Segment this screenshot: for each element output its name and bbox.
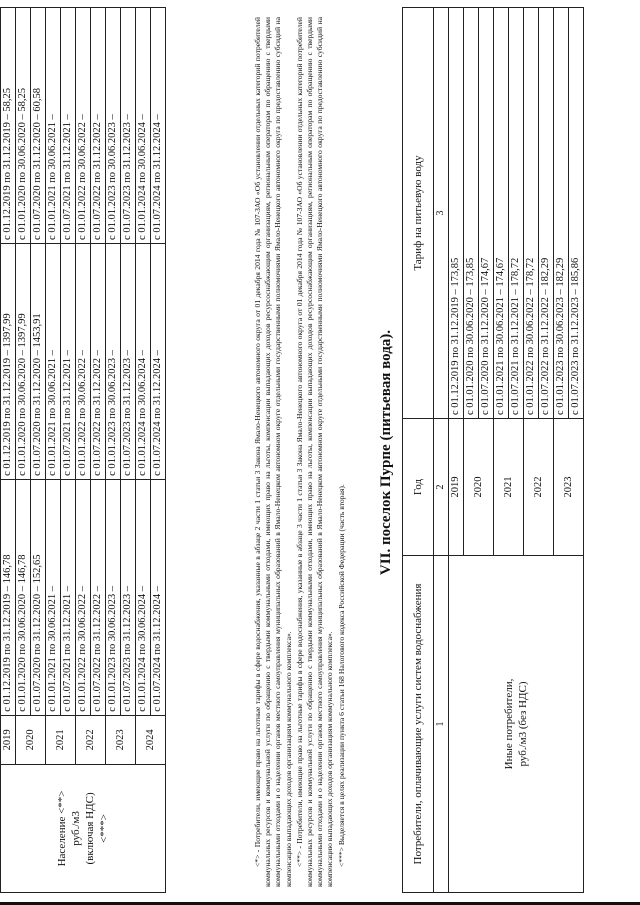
- consumers-header: Потребители, оплачивающие услуги систем водоснабжения: [403, 556, 434, 893]
- category-line: (включая НДС): [84, 792, 96, 865]
- tariff-cell: с 01.07.2020 по 31.12.2020 – 60,58: [31, 8, 46, 244]
- tariff-cell: с 01.07.2022 по 31.12.2022 –: [91, 243, 106, 479]
- footnotes: [253, 17, 347, 887]
- tariff-cell: с 01.07.2021 по 31.12.2021 –: [61, 8, 76, 244]
- table-row: [136, 8, 151, 893]
- tariff-cell: с 01.12.2019 по 31.12.2019 – 173,85: [449, 8, 464, 419]
- footnote: <*> - Потребители, имеющие право на льготные тарифы в сфере водоснабжения, указанные в абзаце 2 части 1 статьи 3 Закона Ямало-Ненецкого автономного округа от 01 декабря 2014 года № 107-ЗАО «Об установлении отдельных категорий потребителей коммунальных ресурсов и коммунальной услуги по обращению с твердыми коммунальными отходами, имеющих право на льготы, компенсации выпадающих доходов ресурсоснабжающим организациям, региональным операторам по обращению с твердыми коммунальными отходами и о наделении органов местного самоуправления муниципальных образований в Ямало-Ненецком автономном округе отдельными государственными полномочиями Ямало-Ненецкого автономного округа по предоставлению субсидий на компенсацию выпадающих доходов организациям коммунального комплекса».: [253, 17, 293, 887]
- population-tariff-table: [0, 7, 166, 893]
- tariff-cell: с 01.01.2023 по 30.06.2023 –: [106, 479, 121, 715]
- tariff-cell: с 01.12.2019 по 31.12.2019 – 58,25: [1, 8, 16, 244]
- tariff-cell: с 01.07.2021 по 31.12.2021 –: [61, 479, 76, 715]
- tariff-cell: с 01.01.2022 по 30.06.2022 – 178,72: [524, 8, 539, 419]
- tariff-cell: с 01.01.2020 по 30.06.2020 – 1397,99: [16, 243, 31, 479]
- table-row: [16, 8, 31, 893]
- tariff-cell: с 01.07.2023 по 31.12.2023 –: [121, 243, 136, 479]
- tariff-cell: с 01.01.2023 по 30.06.2023 – 182,29: [554, 8, 569, 419]
- tariff-cell: с 01.01.2021 по 30.06.2021 – 174,67: [494, 8, 509, 419]
- tariff-cell: с 01.07.2021 по 31.12.2021 – 178,72: [509, 8, 524, 419]
- year-cell: 2023: [106, 715, 136, 764]
- year-cell: 2020: [16, 715, 46, 764]
- tariff-cell: с 01.01.2024 по 30.06.2024 –: [136, 8, 151, 244]
- tariff-cell: с 01.01.2020 по 30.06.2020 – 173,85: [464, 8, 479, 419]
- year-cell: 2019: [449, 419, 464, 556]
- table-row: [46, 8, 61, 893]
- column-number-row: [434, 8, 449, 893]
- year-cell: 2021: [494, 419, 524, 556]
- tariff-cell: с 01.01.2022 по 30.06.2022 –: [76, 8, 91, 244]
- table-row: [76, 8, 91, 893]
- tariff-cell: с 01.01.2021 по 30.06.2021 –: [46, 8, 61, 244]
- year-header: Год: [403, 419, 434, 556]
- category-line: руб./м3: [70, 811, 82, 846]
- tariff-cell: с 01.07.2020 по 31.12.2020 – 152,65: [31, 479, 46, 715]
- column-number: 3: [434, 8, 449, 419]
- tariff-cell: с 01.07.2023 по 31.12.2023 –: [121, 479, 136, 715]
- tariff-cell: с 01.01.2022 по 30.06.2022 –: [76, 243, 91, 479]
- year-cell: 2019: [1, 715, 16, 764]
- section-title: VII. поселок Пурпе (питьевая вода).: [378, 329, 394, 576]
- tariff-cell: с 01.01.2020 по 30.06.2020 – 58,25: [16, 8, 31, 244]
- tariff-cell: с 01.07.2023 по 31.12.2023 –: [121, 8, 136, 244]
- tariff-cell: с 01.07.2024 по 31.12.2024 –: [151, 243, 166, 479]
- population-category-cell: [1, 764, 166, 892]
- tariff-cell: с 01.07.2021 по 31.12.2021 –: [61, 243, 76, 479]
- year-cell: 2024: [136, 715, 166, 764]
- tariff-cell: с 01.01.2021 по 30.06.2021 –: [46, 479, 61, 715]
- column-number: 2: [434, 419, 449, 556]
- tariff-cell: с 01.07.2022 по 31.12.2022 – 182,29: [539, 8, 554, 419]
- table-row: [1, 8, 16, 893]
- tariff-cell: с 01.01.2021 по 30.06.2021 –: [46, 243, 61, 479]
- tariff-cell: с 01.07.2024 по 31.12.2024 –: [151, 8, 166, 244]
- column-number: 1: [434, 556, 449, 893]
- tariff-cell: с 01.12.2019 по 31.12.2019 – 1397,99: [1, 243, 16, 479]
- tariff-cell: с 01.01.2023 по 30.06.2023 –: [106, 243, 121, 479]
- tariff-cell: с 01.01.2022 по 30.06.2022 –: [76, 479, 91, 715]
- year-cell: 2023: [554, 419, 584, 556]
- year-cell: 2022: [76, 715, 106, 764]
- category-line: <***>: [98, 813, 110, 843]
- tariff-cell: с 01.07.2023 по 31.12.2023 – 185,86: [569, 8, 584, 419]
- year-cell: 2020: [464, 419, 494, 556]
- drinking-water-tariff-table: [402, 7, 584, 893]
- tariff-cell: с 01.01.2023 по 30.06.2023 –: [106, 8, 121, 244]
- tariff-cell: с 01.07.2022 по 31.12.2022 –: [91, 479, 106, 715]
- category-line: Иные потребители,: [503, 678, 515, 770]
- other-consumers-cell: [449, 556, 584, 893]
- table-row: [449, 8, 464, 893]
- category-line: Население <**>: [56, 790, 68, 867]
- footnote: <***> Выделяется в целях реализации пункта 6 статьи 168 Налогового кодекса Российской Федерации (часть вторая).: [336, 484, 346, 867]
- tariff-cell: с 01.07.2024 по 31.12.2024 –: [151, 479, 166, 715]
- tariff-header: Тариф на питьевую воду: [403, 8, 434, 419]
- tariff-cell: с 01.01.2024 по 30.06.2024 –: [136, 479, 151, 715]
- footnote: <**> - Потребители, имеющие право на льготные тарифы в сфере водоснабжения, указанные в абзаце 3 части 1 статьи 3 Закона Ямало-Ненецкого автономного округа от 01 декабря 2014 года № 107-ЗАО «Об установлении отдельных категорий потребителей коммунальных ресурсов и коммунальной услуги по обращению с твердыми коммунальными отходами, имеющих право на льготы, компенсации выпадающих доходов ресурсоснабжающим организациям, региональным операторам по обращению с твердыми коммунальными отходами и о наделении органов местного самоуправления муниципальных образований в Ямало-Ненецком автономном округе отдельными государственными полномочиями Ямало-Ненецкого автономного округа по предоставлению субсидий на компенсацию выпадающих доходов организациям коммунального комплекса».: [294, 17, 335, 887]
- header-row: [403, 8, 434, 893]
- tariff-cell: с 01.07.2020 по 31.12.2020 – 1453,91: [31, 243, 46, 479]
- category-line: руб./м3 (без НДС): [517, 681, 529, 767]
- table-row: [106, 8, 121, 893]
- tariff-cell: с 01.07.2022 по 31.12.2022 –: [91, 8, 106, 244]
- tariff-cell: с 01.01.2020 по 30.06.2020 – 146,78: [16, 479, 31, 715]
- year-cell: 2022: [524, 419, 554, 556]
- tariff-cell: с 01.12.2019 по 31.12.2019 – 146,78: [1, 479, 16, 715]
- tariff-cell: с 01.07.2020 по 31.12.2020 – 174,67: [479, 8, 494, 419]
- year-cell: 2021: [46, 715, 76, 764]
- tariff-cell: с 01.01.2024 по 30.06.2024 –: [136, 243, 151, 479]
